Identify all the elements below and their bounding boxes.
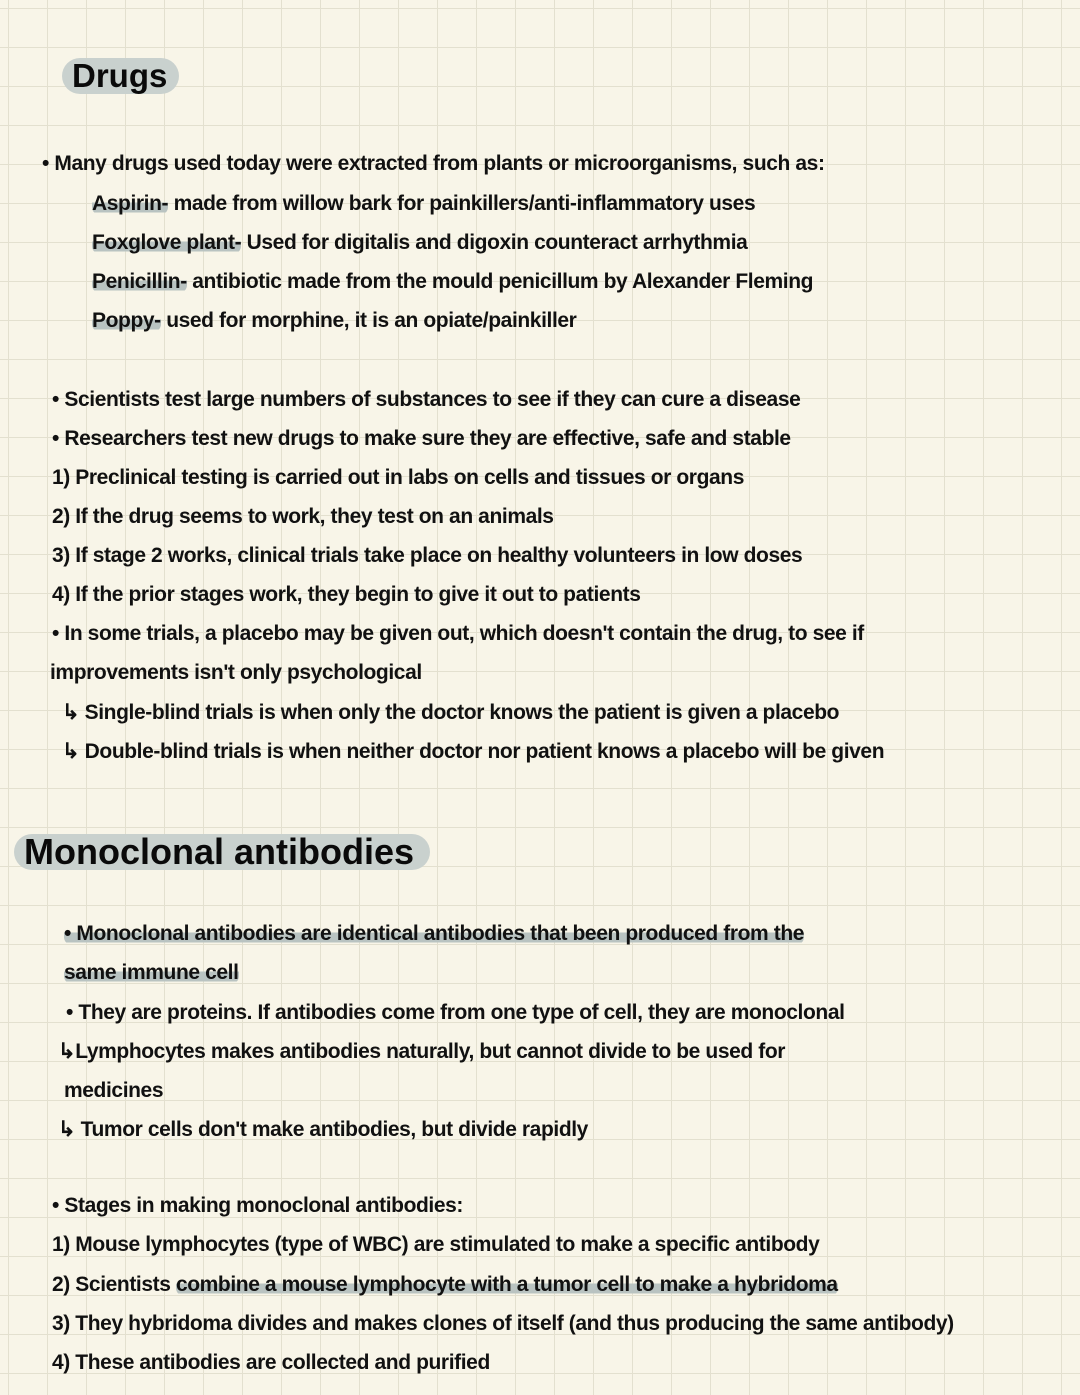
heading-monoclonal-antibodies: Monoclonal antibodies [14,834,430,870]
note-line [58,1117,588,1143]
note-text: 3) If stage 2 works, clinical trials take place on healthy volunteers in low doses [52,544,803,567]
note-line [66,1000,845,1026]
note-line [64,1078,163,1104]
note-line [52,543,802,569]
note-line [52,1193,463,1219]
note-text: ↳ Double-blind trials is when neither doctor nor patient knows a placebo will be given [62,740,885,763]
note-line [92,308,576,334]
note-text: • Researchers test new drugs to make sure they are effective, safe and stable [52,427,791,450]
note-text: medicines [64,1079,164,1102]
note-text: 2) If the drug seems to work, they test on an animals [52,505,554,528]
note-text: ↳ Tumor cells don't make antibodies, but divide rapidly [58,1118,588,1141]
note-line [52,426,791,452]
note-text: made from willow bark for painkillers/anti-inflammatory uses [168,192,756,215]
note-line [92,269,813,295]
note-text: antibiotic made from the mould penicillum by Alexander Fleming [186,270,814,293]
note-line [52,1311,954,1337]
note-line [92,191,755,217]
highlighted-text: • Monoclonal antibodies are identical antibodies that been produced from the [64,922,805,945]
note-text: 4) If the prior stages work, they begin to give it out to patients [52,583,641,606]
note-line [50,660,422,686]
note-text: 1) Preclinical testing is carried out in labs on cells and tissues or organs [52,466,744,489]
highlighted-text: Foxglove plant- [92,231,242,254]
note-text: ↳ Single-blind trials is when only the doctor knows the patient is given a placebo [62,701,840,724]
note-line [64,960,239,986]
note-text: • They are proteins. If antibodies come from one type of cell, they are monoclonal [66,1001,845,1024]
note-text: 1) Mouse lymphocytes (type of WBC) are stimulated to make a specific antibody [52,1233,820,1256]
note-text: used for morphine, it is an opiate/painkiller [160,309,577,332]
note-line [92,230,747,256]
note-text: • Scientists test large numbers of substances to see if they can cure a disease [52,388,801,411]
note-line [62,739,884,765]
note-line [42,151,825,177]
highlighted-text: Aspirin- [92,192,169,215]
note-text: • Many drugs used today were extracted from plants or microorganisms, such as: [42,152,825,175]
note-line [52,1232,819,1258]
highlighted-text: same immune cell [64,961,239,984]
note-text: • Stages in making monoclonal antibodies: [52,1194,464,1217]
note-line [62,700,839,726]
note-line [52,1350,490,1376]
note-line [52,582,641,608]
note-line [52,387,800,413]
note-line [52,621,864,647]
highlighted-text: combine a mouse lymphocyte with a tumor cell to make a hybridoma [175,1273,838,1296]
heading-drugs: Drugs [62,58,179,94]
highlighted-text: Penicillin- [92,270,187,293]
note-text: Used for digitalis and digoxin counteract arrhythmia [241,231,748,254]
note-line [58,1039,785,1065]
note-text: • In some trials, a placebo may be given out, which doesn't contain the drug, to see if [52,622,864,645]
note-text: 3) They hybridoma divides and makes clones of itself (and thus producing the same antibody) [52,1312,954,1335]
note-line [52,504,554,530]
note-text: 2) Scientists [52,1273,176,1296]
highlighted-text: Poppy- [92,309,161,332]
note-text: 4) These antibodies are collected and purified [52,1351,490,1374]
note-line [64,921,804,947]
note-text: improvements isn't only psychological [50,661,422,684]
note-line [52,1272,838,1298]
note-text: ↳Lymphocytes makes antibodies naturally, but cannot divide to be used for [58,1040,786,1063]
note-line [52,465,744,491]
